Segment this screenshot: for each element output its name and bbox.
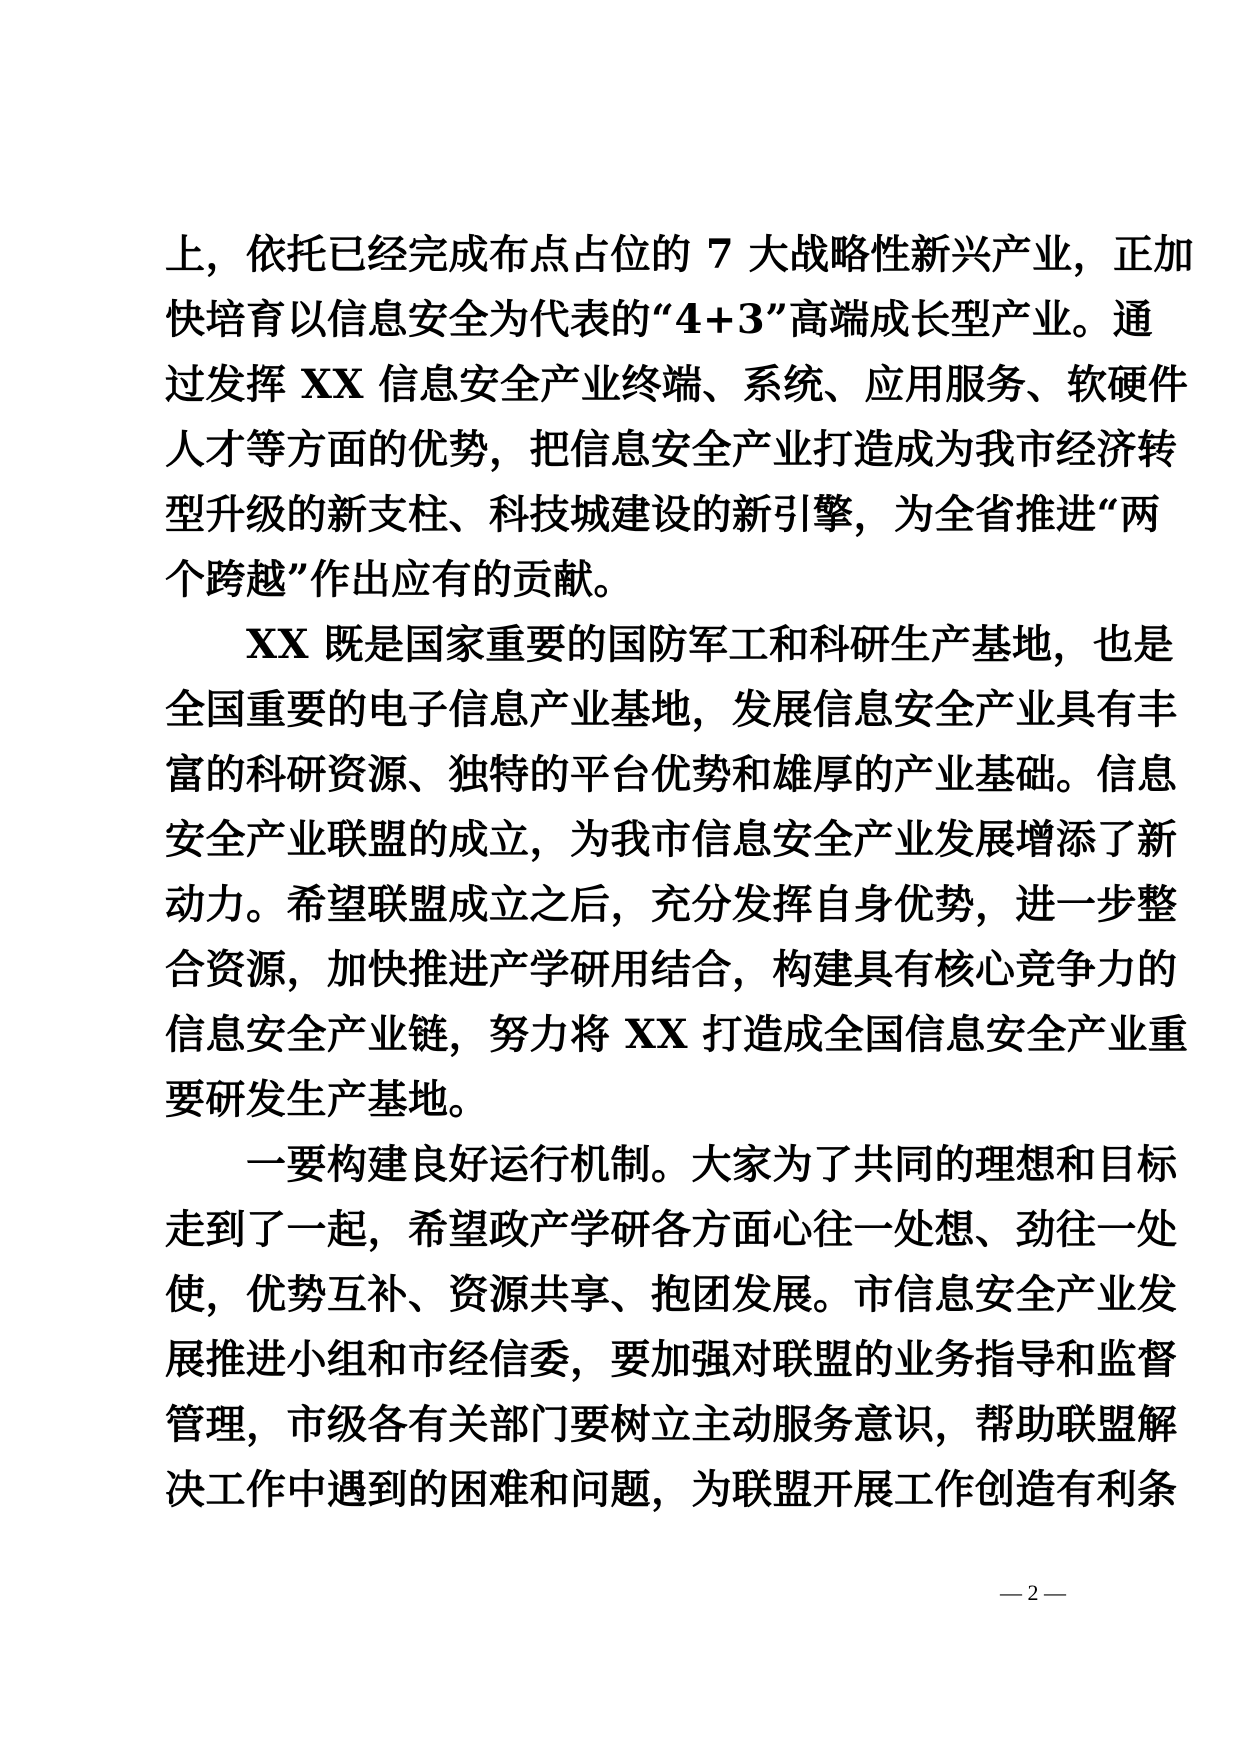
text-line: 人才等方面的优势，把信息安全产业打造成为我市经济转 (165, 426, 1178, 473)
text-line: 型升级的新支柱、科技城建设的新引擎，为全省推进“两 (165, 491, 1161, 538)
text-line: 富的科研资源、独特的平台优势和雄厚的产业基础。信息 (165, 751, 1178, 798)
text-line: 合资源，加快推进产学研用结合，构建具有核心竞争力的 (165, 946, 1178, 993)
section-heading: 一要构建良好运行机制。 (165, 1141, 692, 1188)
text-line: 上，依托已经完成布点占位的 7 大战略性新兴产业，正加 (165, 231, 1195, 278)
paragraph-heading-line (165, 1132, 1178, 1197)
text-line: 走到了一起，希望政产学研各方面心往一处想、劲往一处 (165, 1206, 1178, 1253)
text-line: 展推进小组和市经信委，要加强对联盟的业务指导和监督 (165, 1336, 1178, 1383)
text-line: 个跨越”作出应有的贡献。 (165, 556, 635, 603)
text-line: 要研发生产基地。 (165, 1076, 489, 1123)
text-line: 动力。希望联盟成立之后，充分发挥自身优势，进一步整 (165, 881, 1178, 928)
text-line: 使，优势互补、资源共享、抱团发展。市信息安全产业发 (165, 1271, 1178, 1318)
text-line: 快培育以信息安全为代表的“4+3”高端成长型产业。通 (165, 296, 1154, 343)
text-line: 决工作中遇到的困难和问题，为联盟开展工作创造有利条 (165, 1466, 1178, 1513)
text-line: 过发挥 XX 信息安全产业终端、系统、应用服务、软硬件 (165, 361, 1189, 408)
text-line: XX 既是国家重要的国防军工和科研生产基地，也是 (165, 621, 1174, 668)
text-line: 全国重要的电子信息产业基地，发展信息安全产业具有丰 (165, 686, 1178, 733)
heading-line-rest: 大家为了共同的理想和目标 (691, 1141, 1178, 1188)
text-line: 信息安全产业链，努力将 XX 打造成全国信息安全产业重 (165, 1011, 1189, 1058)
page-number: — 2 — (1000, 1580, 1066, 1605)
text-line: 管理，市级各有关部门要树立主动服务意识，帮助联盟解 (165, 1401, 1178, 1448)
text-line: 安全产业联盟的成立，为我市信息安全产业发展增添了新 (165, 816, 1178, 863)
body-text (165, 222, 1195, 1522)
